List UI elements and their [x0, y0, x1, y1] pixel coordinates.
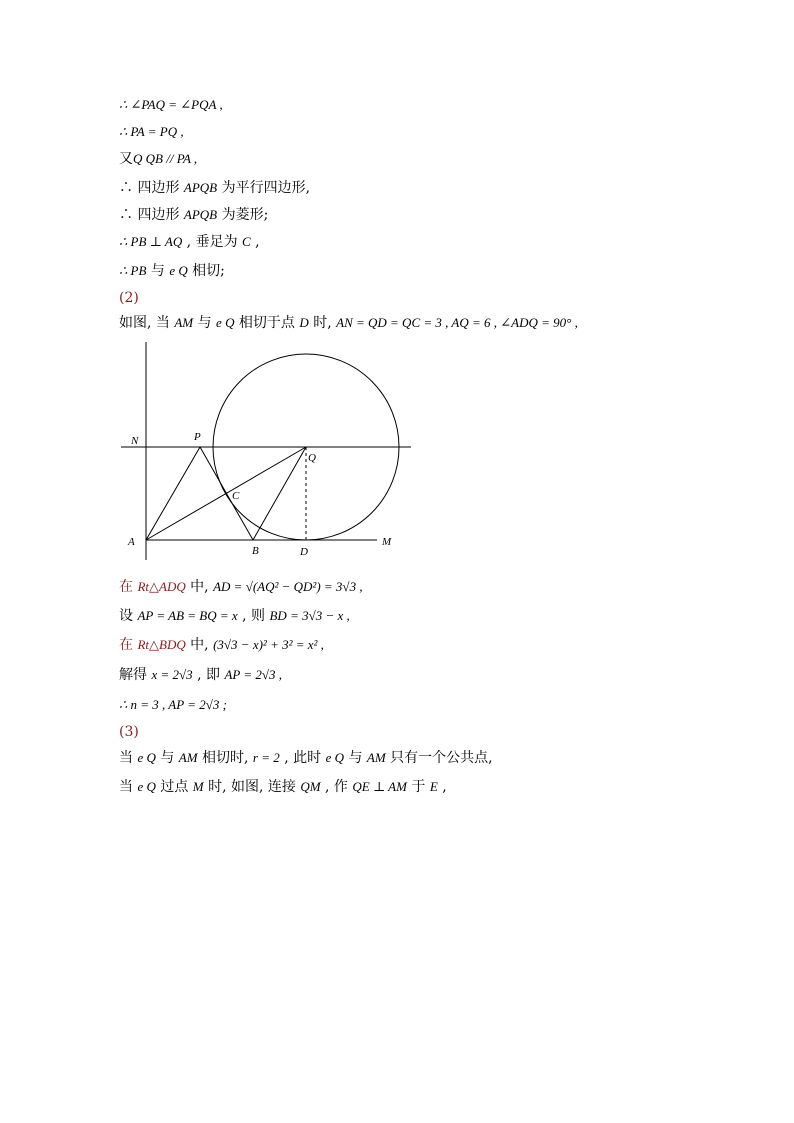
text-fragment: (2) — [119, 290, 139, 306]
math-expression: e Q — [137, 750, 156, 765]
label-c: C — [232, 490, 240, 502]
math-expression: (3√3 − x)² + 3² = x² , — [213, 637, 324, 652]
math-expression: ∴ n = 3 , AP = 2√3 ; — [119, 697, 227, 712]
text-fragment: , 作 — [320, 779, 353, 795]
text-fragment: 与 — [193, 315, 217, 331]
text-fragment: 为平行四边形, — [217, 180, 311, 196]
text-fragment: 设 — [119, 608, 138, 624]
math-expression: D — [299, 315, 309, 330]
math-expression: ∴ PA = PQ , — [119, 124, 184, 139]
math-expression: APQB — [183, 180, 218, 195]
label-p: P — [194, 431, 201, 443]
text-fragment: 解得 — [119, 667, 152, 683]
text-fragment: 过点 — [155, 779, 193, 795]
math-expression: Rt△ADQ — [137, 579, 186, 594]
text-fragment: 相切于点 — [234, 315, 300, 331]
segment-ap — [146, 447, 200, 540]
math-expression: e Q — [325, 750, 344, 765]
math-expression: e Q — [216, 315, 235, 330]
text-fragment: 在 — [119, 579, 138, 595]
text-fragment: 与 — [344, 750, 367, 766]
text-fragment: ∴ — [119, 207, 138, 223]
text-fragment: 中, — [185, 579, 214, 595]
text-fragment: 与 — [146, 263, 170, 279]
text-fragment: 时, — [308, 315, 337, 331]
math-expression: C — [242, 234, 251, 249]
math-expression: r = 2 — [252, 750, 280, 765]
math-expression: AN = QD = QC = 3 , AQ = 6 , ∠ADQ = 90° , — [336, 315, 578, 330]
math-expression: ∴ PB ⊥ AQ — [119, 234, 183, 249]
math-expression: Q QB // PA , — [133, 151, 198, 166]
math-expression: M — [192, 779, 204, 794]
text-fragment: 于 — [406, 779, 430, 795]
label-m: M — [382, 536, 392, 548]
math-expression: e Q — [169, 263, 188, 278]
math-expression: x = 2√3 — [151, 667, 193, 682]
math-expression: ∴ PB — [119, 263, 147, 278]
text-fragment: , 此时 — [279, 750, 326, 766]
math-expression: Rt△BDQ — [137, 637, 186, 652]
text-fragment: 如图, 当 — [119, 315, 175, 331]
label-q: Q — [308, 452, 316, 464]
text-fragment: 只有一个公共点, — [385, 750, 493, 766]
label-d: D — [300, 546, 308, 558]
math-expression: E — [429, 779, 438, 794]
segment-bq — [253, 447, 306, 540]
math-expression: ∴ ∠PAQ = ∠PQA , — [119, 97, 223, 112]
math-expression: QE ⊥ AM — [352, 779, 407, 794]
math-expression: AP = 2√3 , — [224, 667, 283, 682]
text-fragment: 在 — [119, 637, 138, 653]
text-fragment: ∴ — [119, 180, 138, 196]
text-fragment: 四边形 — [137, 207, 184, 223]
text-fragment: 相切时, — [197, 750, 253, 766]
text-fragment: 与 — [155, 750, 179, 766]
text-fragment: 为菱形; — [217, 207, 269, 223]
text-fragment: , 则 — [237, 608, 270, 624]
text-fragment: 四边形 — [137, 180, 184, 196]
text-fragment: 中, — [185, 637, 214, 653]
math-expression: AM — [178, 750, 198, 765]
math-expression: BD = 3√3 − x , — [269, 608, 350, 623]
math-expression: e Q — [137, 779, 156, 794]
text-fragment: 相切; — [187, 263, 225, 279]
label-n: N — [131, 435, 139, 447]
text-fragment: 又 — [119, 151, 133, 167]
text-fragment: , 垂足为 — [182, 234, 243, 250]
text-fragment: , 即 — [192, 667, 225, 683]
text-fragment: 时, 如图, 连接 — [203, 779, 301, 795]
math-expression: APQB — [183, 207, 218, 222]
label-a: A — [128, 536, 135, 548]
math-expression: AM — [174, 315, 194, 330]
text-fragment: 当 — [119, 750, 138, 766]
text-fragment: 当 — [119, 779, 138, 795]
label-b: B — [252, 545, 259, 557]
math-expression: AP = AB = BQ = x — [137, 608, 238, 623]
segment-aq — [146, 447, 306, 540]
text-fragment: , — [437, 779, 447, 795]
math-expression: AD = √(AQ² − QD²) = 3√3 , — [213, 579, 363, 594]
text-fragment: , — [250, 234, 260, 250]
text-fragment: (3) — [119, 724, 139, 740]
math-expression: QM — [300, 779, 321, 794]
math-expression: AM — [366, 750, 386, 765]
